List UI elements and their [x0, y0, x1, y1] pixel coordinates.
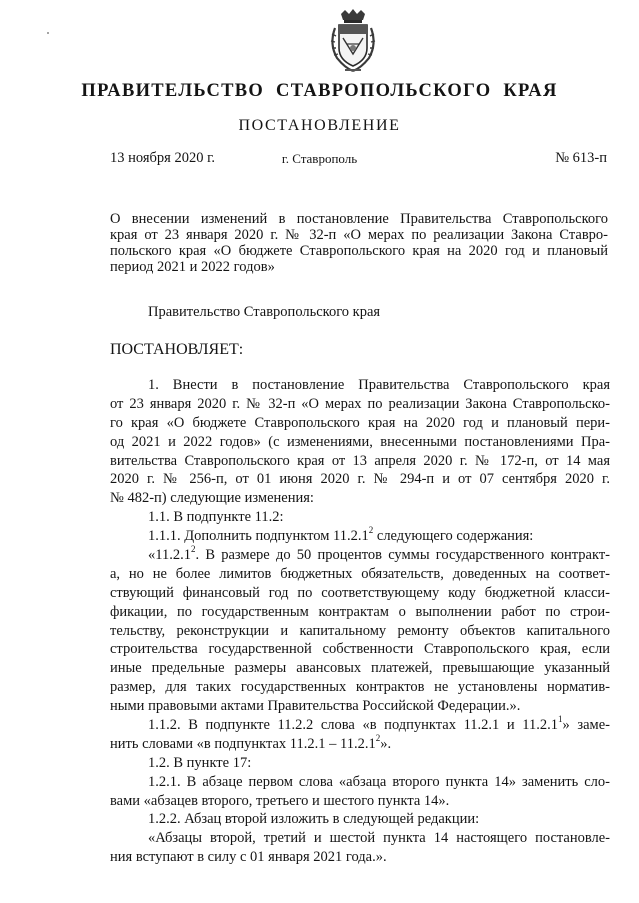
- resolves-heading: ПОСТАНОВЛЯЕТ:: [110, 341, 244, 358]
- scan-speck: [47, 32, 49, 34]
- superscript: 2: [375, 733, 381, 744]
- body-line: 1.1.1. Дополнить подпунктом 11.2.1$^2$ следующего содержания:: [148, 525, 534, 545]
- body-line: а, но не более лимитов бюджетных обязательств, доведенных на соответ-: [110, 565, 610, 582]
- body-line: от 23 января 2020 г. № 32-п «О мерах по реализации Закона Ставропольско-: [110, 395, 610, 412]
- body-line: ния вступают в силу с 01 января 2021 года.».: [110, 849, 387, 866]
- body-line: иные предельные размеры авансовых платежей, превышающие указанный: [110, 660, 610, 677]
- document-number: № 613-п: [555, 150, 607, 166]
- subject-line: польского края «О бюджете Ставропольского края на 2020 год и плановый: [110, 243, 608, 259]
- body-line: вами «абзацев второго, третьего и шестого пункта 14».: [110, 792, 450, 809]
- body-line: нить словами «в подпунктах 11.2.1 – 11.2.1$^2$».: [110, 733, 392, 752]
- document-type: ПОСТАНОВЛЕНИЕ: [238, 117, 401, 134]
- body-line: тельству, реконструкции и капитальному ремонту объектов капитального: [110, 622, 610, 639]
- body-line: 1.2.1. В абзаце первом слова «абзаца второго пункта 14» заменить сло-: [148, 773, 610, 790]
- body-line: ными правовыми актами Правительства Российской Федерации.».: [110, 698, 521, 715]
- body-line: од 2021 и 2022 годов» (с изменениями, внесенными постановлениями Пра-: [110, 433, 610, 450]
- body-line: 2020 г. № 256-п, от 01 июня 2020 г. № 294-п и от 07 сентября 2020 г.: [110, 471, 610, 488]
- preamble: Правительство Ставропольского края: [148, 304, 381, 320]
- superscript: 1: [558, 714, 563, 725]
- document-date: 13 ноября 2020 г.: [110, 150, 216, 166]
- body-line: 1.1. В подпункте 11.2:: [148, 509, 284, 526]
- body-line: «Абзацы второй, третий и шестой пункта 14 настоящего постановле-: [148, 830, 610, 847]
- body-line: размер, для таких государственных контрактов не установлены норматив-: [110, 679, 610, 696]
- document-body: [110, 376, 610, 867]
- document-city: г. Ставрополь: [281, 151, 358, 166]
- government-title: ПРАВИТЕЛЬСТВО СТАВРОПОЛЬСКОГО КРАЯ: [81, 81, 558, 101]
- body-line: «11.2.1$^2$. В размере до 50 процентов суммы государственного контракт-: [148, 544, 610, 564]
- body-line: вительства Ставропольского края от 13 апреля 2020 г. № 172-п, от 14 мая: [110, 452, 610, 469]
- body-line: 1.1.2. В подпункте 11.2.2 слова «в подпунктах 11.2.1 и 11.2.1$^1$» заме-: [148, 714, 610, 734]
- subject-line: края от 23 января 2020 г. № 32-п «О мерах по реализации Закона Ставро-: [110, 227, 608, 243]
- body-line: фикации, по государственным контрактам о выполнении работ по строи-: [110, 603, 610, 620]
- coat-of-arms-icon: [325, 8, 381, 74]
- superscript: 2: [368, 525, 374, 536]
- subject-line: период 2021 и 2022 годов»: [110, 259, 275, 275]
- body-line: го края «О бюджете Ставропольского края на 2020 год и плановый пери-: [110, 414, 610, 431]
- superscript: 2: [190, 544, 196, 555]
- body-line: строительства государственной собственности Ставропольского края, если: [110, 641, 610, 658]
- document-subject: [110, 211, 608, 275]
- body-line: 1.2.2. Абзац второй изложить в следующей редакции:: [148, 811, 480, 828]
- body-line: 1.2. В пункте 17:: [148, 754, 252, 771]
- subject-line: О внесении изменений в постановление Правительства Ставропольского: [110, 211, 608, 227]
- body-line: 1. Внести в постановление Правительства Ставропольского края: [148, 377, 610, 393]
- body-line: № 482-п) следующие изменения:: [110, 490, 314, 507]
- body-line: ствующий финансовый год по соответствующему коду бюджетной класси-: [110, 584, 610, 601]
